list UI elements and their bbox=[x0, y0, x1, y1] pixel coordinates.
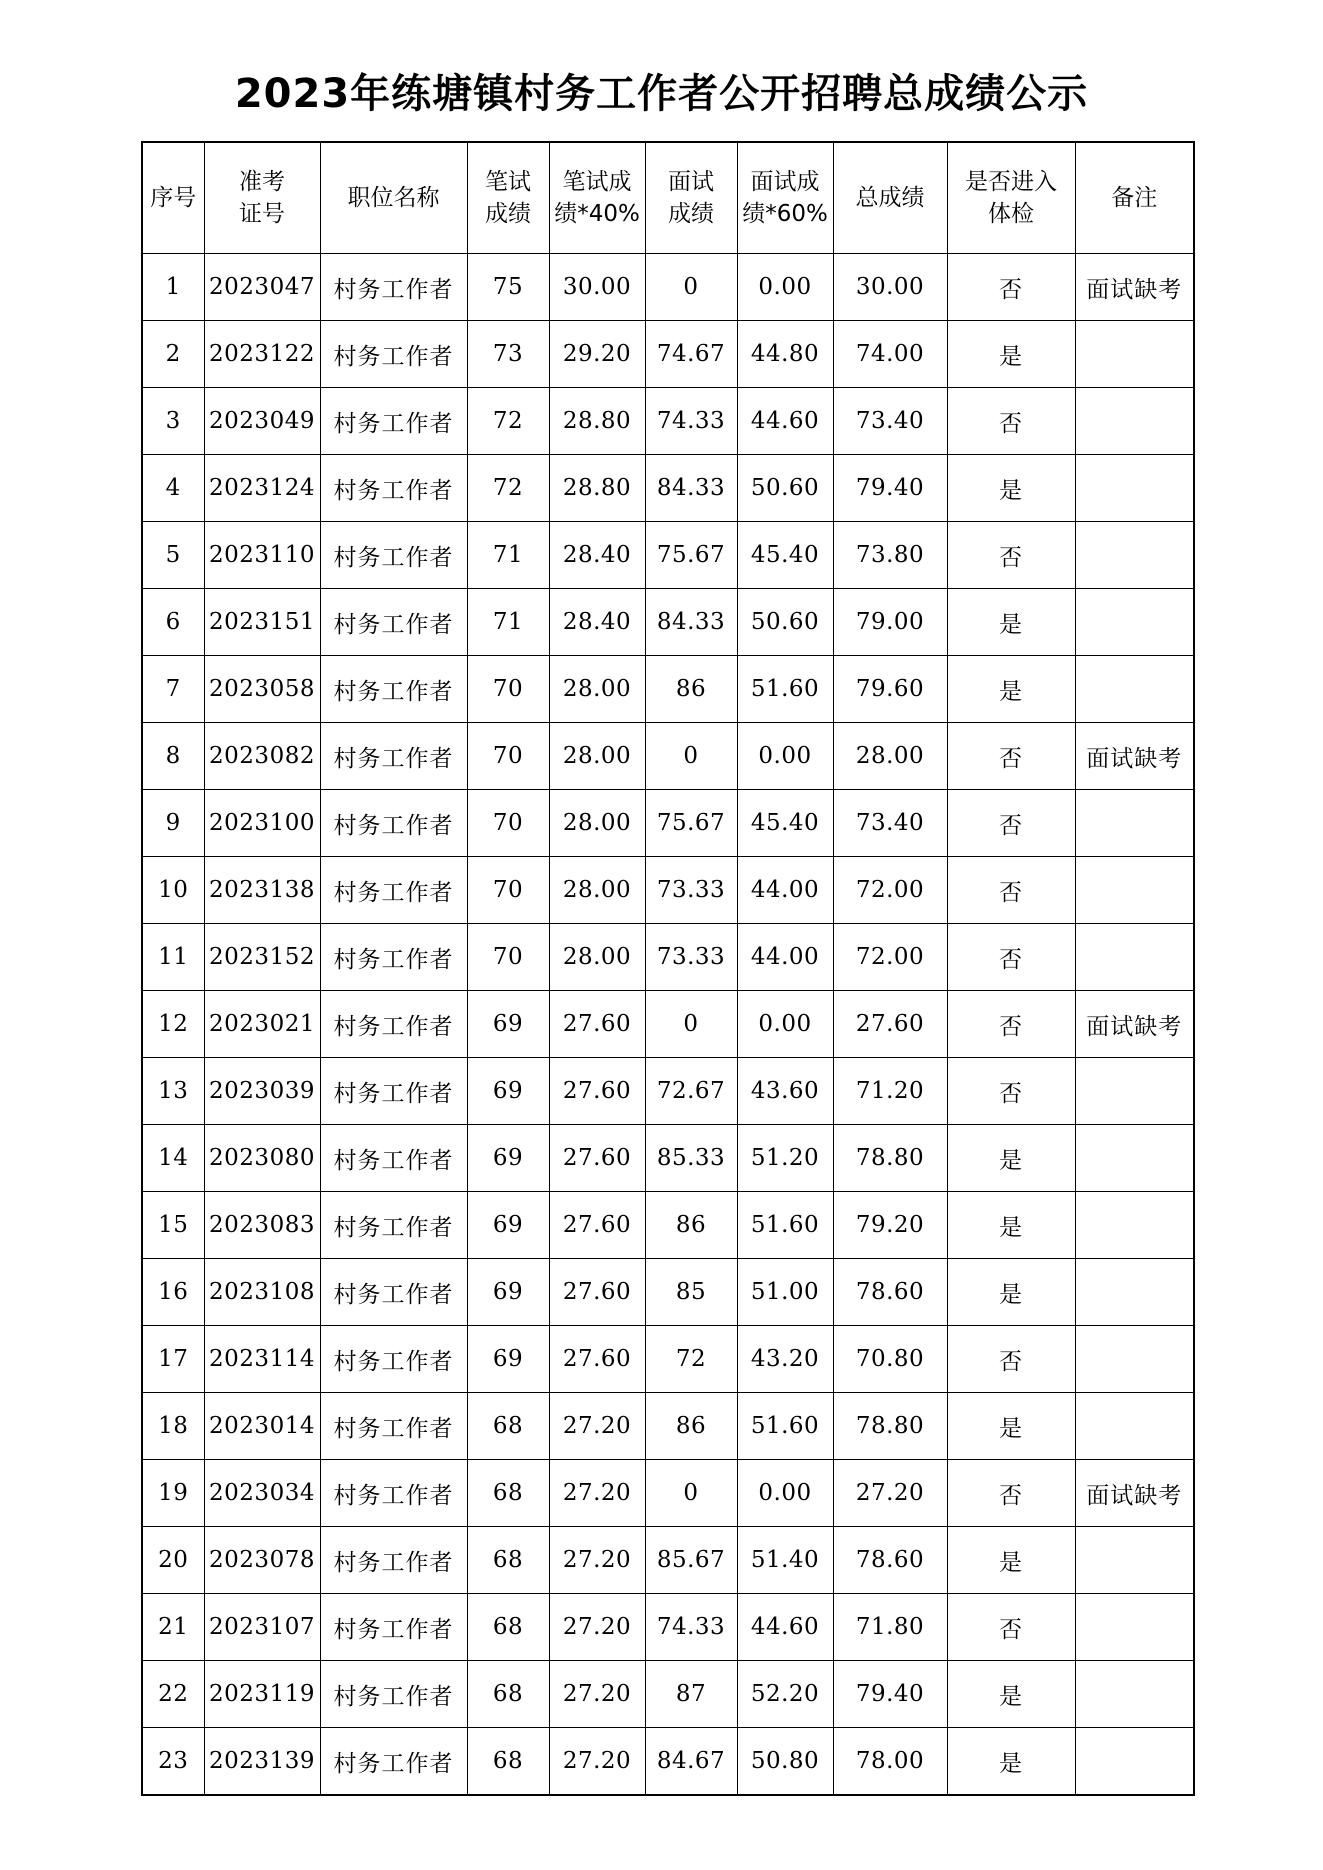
remark-cell bbox=[1075, 1125, 1194, 1192]
physical-cell: 否 bbox=[947, 723, 1075, 790]
total-cell: 27.20 bbox=[833, 1460, 947, 1527]
total-cell: 79.40 bbox=[833, 1661, 947, 1728]
interview-60-cell: 44.60 bbox=[737, 1594, 833, 1661]
written-cell: 68 bbox=[467, 1661, 549, 1728]
interview-60-cell: 52.20 bbox=[737, 1661, 833, 1728]
written-cell: 70 bbox=[467, 723, 549, 790]
interview-cell: 87 bbox=[645, 1661, 737, 1728]
written-cell: 69 bbox=[467, 1192, 549, 1259]
physical-cell: 否 bbox=[947, 388, 1075, 455]
written-cell: 72 bbox=[467, 388, 549, 455]
interview-60-cell: 44.00 bbox=[737, 857, 833, 924]
table-row bbox=[142, 924, 1194, 991]
ticket-cell: 2023122 bbox=[204, 321, 320, 388]
remark-cell: 面试缺考 bbox=[1075, 991, 1194, 1058]
interview-cell: 75.67 bbox=[645, 790, 737, 857]
interview-60-cell: 51.60 bbox=[737, 1192, 833, 1259]
interview-60-cell: 50.80 bbox=[737, 1728, 833, 1796]
remark-cell bbox=[1075, 388, 1194, 455]
position-cell: 村务工作者 bbox=[320, 455, 467, 522]
remark-cell bbox=[1075, 1728, 1194, 1796]
header-col-position: 职位名称 bbox=[320, 142, 467, 254]
interview-60-cell: 44.00 bbox=[737, 924, 833, 991]
position-cell: 村务工作者 bbox=[320, 522, 467, 589]
seq-cell: 1 bbox=[142, 254, 204, 321]
seq-cell: 21 bbox=[142, 1594, 204, 1661]
seq-cell: 13 bbox=[142, 1058, 204, 1125]
remark-cell bbox=[1075, 1393, 1194, 1460]
seq-cell: 10 bbox=[142, 857, 204, 924]
remark-cell bbox=[1075, 790, 1194, 857]
written-40-cell: 27.60 bbox=[549, 1326, 645, 1393]
seq-cell: 9 bbox=[142, 790, 204, 857]
written-40-cell: 27.20 bbox=[549, 1527, 645, 1594]
position-cell: 村务工作者 bbox=[320, 1728, 467, 1796]
physical-cell: 是 bbox=[947, 656, 1075, 723]
ticket-cell: 2023107 bbox=[204, 1594, 320, 1661]
interview-cell: 0 bbox=[645, 991, 737, 1058]
interview-60-cell: 0.00 bbox=[737, 254, 833, 321]
position-cell: 村务工作者 bbox=[320, 1259, 467, 1326]
interview-60-cell: 43.20 bbox=[737, 1326, 833, 1393]
total-cell: 70.80 bbox=[833, 1326, 947, 1393]
seq-cell: 5 bbox=[142, 522, 204, 589]
physical-cell: 否 bbox=[947, 857, 1075, 924]
seq-cell: 3 bbox=[142, 388, 204, 455]
seq-cell: 4 bbox=[142, 455, 204, 522]
interview-cell: 84.33 bbox=[645, 455, 737, 522]
written-cell: 69 bbox=[467, 1259, 549, 1326]
total-cell: 78.60 bbox=[833, 1259, 947, 1326]
position-cell: 村务工作者 bbox=[320, 1460, 467, 1527]
header-row bbox=[142, 142, 1194, 254]
header-col-seq: 序号 bbox=[142, 142, 204, 254]
physical-cell: 否 bbox=[947, 1460, 1075, 1527]
written-cell: 71 bbox=[467, 589, 549, 656]
remark-cell bbox=[1075, 321, 1194, 388]
physical-cell: 否 bbox=[947, 1326, 1075, 1393]
written-cell: 69 bbox=[467, 1058, 549, 1125]
ticket-cell: 2023138 bbox=[204, 857, 320, 924]
total-cell: 72.00 bbox=[833, 924, 947, 991]
interview-60-cell: 44.80 bbox=[737, 321, 833, 388]
position-cell: 村务工作者 bbox=[320, 723, 467, 790]
remark-cell bbox=[1075, 589, 1194, 656]
remark-cell bbox=[1075, 455, 1194, 522]
written-cell: 68 bbox=[467, 1594, 549, 1661]
written-40-cell: 27.60 bbox=[549, 1192, 645, 1259]
table-row bbox=[142, 1125, 1194, 1192]
ticket-cell: 2023034 bbox=[204, 1460, 320, 1527]
written-40-cell: 27.20 bbox=[549, 1661, 645, 1728]
total-cell: 71.80 bbox=[833, 1594, 947, 1661]
table-row bbox=[142, 321, 1194, 388]
physical-cell: 否 bbox=[947, 991, 1075, 1058]
position-cell: 村务工作者 bbox=[320, 1125, 467, 1192]
written-40-cell: 27.60 bbox=[549, 1125, 645, 1192]
header-col-total: 总成绩 bbox=[833, 142, 947, 254]
written-cell: 70 bbox=[467, 924, 549, 991]
ticket-cell: 2023124 bbox=[204, 455, 320, 522]
interview-cell: 73.33 bbox=[645, 857, 737, 924]
physical-cell: 否 bbox=[947, 1594, 1075, 1661]
table-row bbox=[142, 1728, 1194, 1796]
position-cell: 村务工作者 bbox=[320, 1326, 467, 1393]
physical-cell: 是 bbox=[947, 1125, 1075, 1192]
table-row bbox=[142, 254, 1194, 321]
position-cell: 村务工作者 bbox=[320, 1661, 467, 1728]
interview-cell: 0 bbox=[645, 723, 737, 790]
total-cell: 73.40 bbox=[833, 388, 947, 455]
physical-cell: 否 bbox=[947, 1058, 1075, 1125]
written-40-cell: 28.00 bbox=[549, 790, 645, 857]
total-cell: 79.40 bbox=[833, 455, 947, 522]
total-cell: 72.00 bbox=[833, 857, 947, 924]
position-cell: 村务工作者 bbox=[320, 857, 467, 924]
written-cell: 75 bbox=[467, 254, 549, 321]
written-40-cell: 28.00 bbox=[549, 924, 645, 991]
written-cell: 69 bbox=[467, 1125, 549, 1192]
position-cell: 村务工作者 bbox=[320, 1192, 467, 1259]
interview-cell: 85.33 bbox=[645, 1125, 737, 1192]
page-title: 2023年练塘镇村务工作者公开招聘总成绩公示 bbox=[234, 71, 1089, 117]
total-cell: 73.80 bbox=[833, 522, 947, 589]
table-row bbox=[142, 1326, 1194, 1393]
total-cell: 78.60 bbox=[833, 1527, 947, 1594]
written-40-cell: 27.60 bbox=[549, 991, 645, 1058]
score-table bbox=[141, 141, 1195, 1796]
interview-60-cell: 0.00 bbox=[737, 1460, 833, 1527]
header-col-physical: 是否进入 体检 bbox=[947, 142, 1075, 254]
position-cell: 村务工作者 bbox=[320, 1393, 467, 1460]
ticket-cell: 2023114 bbox=[204, 1326, 320, 1393]
written-cell: 68 bbox=[467, 1460, 549, 1527]
interview-cell: 86 bbox=[645, 656, 737, 723]
position-cell: 村务工作者 bbox=[320, 1058, 467, 1125]
written-cell: 70 bbox=[467, 857, 549, 924]
interview-cell: 73.33 bbox=[645, 924, 737, 991]
interview-60-cell: 45.40 bbox=[737, 522, 833, 589]
interview-cell: 72.67 bbox=[645, 1058, 737, 1125]
written-cell: 70 bbox=[467, 656, 549, 723]
interview-cell: 74.33 bbox=[645, 1594, 737, 1661]
interview-60-cell: 0.00 bbox=[737, 723, 833, 790]
table-row bbox=[142, 1661, 1194, 1728]
interview-cell: 72 bbox=[645, 1326, 737, 1393]
ticket-cell: 2023110 bbox=[204, 522, 320, 589]
remark-cell bbox=[1075, 1259, 1194, 1326]
written-cell: 72 bbox=[467, 455, 549, 522]
table-row bbox=[142, 455, 1194, 522]
header-col-interview-60: 面试成 绩*60% bbox=[737, 142, 833, 254]
interview-60-cell: 50.60 bbox=[737, 589, 833, 656]
remark-cell bbox=[1075, 656, 1194, 723]
seq-cell: 17 bbox=[142, 1326, 204, 1393]
total-cell: 79.00 bbox=[833, 589, 947, 656]
written-40-cell: 28.00 bbox=[549, 857, 645, 924]
written-40-cell: 27.60 bbox=[549, 1259, 645, 1326]
ticket-cell: 2023080 bbox=[204, 1125, 320, 1192]
total-cell: 73.40 bbox=[833, 790, 947, 857]
total-cell: 71.20 bbox=[833, 1058, 947, 1125]
table-row bbox=[142, 656, 1194, 723]
table-row bbox=[142, 1460, 1194, 1527]
written-cell: 69 bbox=[467, 991, 549, 1058]
interview-cell: 85 bbox=[645, 1259, 737, 1326]
physical-cell: 否 bbox=[947, 924, 1075, 991]
position-cell: 村务工作者 bbox=[320, 388, 467, 455]
position-cell: 村务工作者 bbox=[320, 656, 467, 723]
remark-cell bbox=[1075, 1192, 1194, 1259]
interview-60-cell: 51.60 bbox=[737, 1393, 833, 1460]
table-row bbox=[142, 1259, 1194, 1326]
total-cell: 79.60 bbox=[833, 656, 947, 723]
physical-cell: 是 bbox=[947, 1259, 1075, 1326]
seq-cell: 15 bbox=[142, 1192, 204, 1259]
table-row bbox=[142, 1192, 1194, 1259]
written-40-cell: 28.00 bbox=[549, 723, 645, 790]
table-body bbox=[142, 254, 1194, 1796]
total-cell: 78.00 bbox=[833, 1728, 947, 1796]
interview-cell: 84.33 bbox=[645, 589, 737, 656]
written-cell: 69 bbox=[467, 1326, 549, 1393]
table-row bbox=[142, 1058, 1194, 1125]
table-row bbox=[142, 991, 1194, 1058]
interview-60-cell: 0.00 bbox=[737, 991, 833, 1058]
physical-cell: 否 bbox=[947, 254, 1075, 321]
physical-cell: 是 bbox=[947, 1527, 1075, 1594]
header-col-written-40: 笔试成 绩*40% bbox=[549, 142, 645, 254]
physical-cell: 是 bbox=[947, 455, 1075, 522]
written-40-cell: 28.40 bbox=[549, 522, 645, 589]
table-header bbox=[142, 142, 1194, 254]
table-row bbox=[142, 857, 1194, 924]
position-cell: 村务工作者 bbox=[320, 321, 467, 388]
physical-cell: 是 bbox=[947, 589, 1075, 656]
written-cell: 68 bbox=[467, 1527, 549, 1594]
written-cell: 70 bbox=[467, 790, 549, 857]
seq-cell: 14 bbox=[142, 1125, 204, 1192]
total-cell: 78.80 bbox=[833, 1393, 947, 1460]
interview-cell: 75.67 bbox=[645, 522, 737, 589]
table-row bbox=[142, 790, 1194, 857]
written-40-cell: 28.40 bbox=[549, 589, 645, 656]
remark-cell bbox=[1075, 522, 1194, 589]
interview-cell: 74.33 bbox=[645, 388, 737, 455]
interview-cell: 86 bbox=[645, 1393, 737, 1460]
remark-cell: 面试缺考 bbox=[1075, 723, 1194, 790]
table-row bbox=[142, 522, 1194, 589]
total-cell: 27.60 bbox=[833, 991, 947, 1058]
written-40-cell: 27.20 bbox=[549, 1728, 645, 1796]
written-40-cell: 29.20 bbox=[549, 321, 645, 388]
ticket-cell: 2023039 bbox=[204, 1058, 320, 1125]
remark-cell bbox=[1075, 1326, 1194, 1393]
remark-cell: 面试缺考 bbox=[1075, 1460, 1194, 1527]
written-cell: 73 bbox=[467, 321, 549, 388]
remark-cell bbox=[1075, 1661, 1194, 1728]
physical-cell: 是 bbox=[947, 1728, 1075, 1796]
header-col-remark: 备注 bbox=[1075, 142, 1194, 254]
ticket-cell: 2023021 bbox=[204, 991, 320, 1058]
ticket-cell: 2023082 bbox=[204, 723, 320, 790]
written-cell: 68 bbox=[467, 1728, 549, 1796]
position-cell: 村务工作者 bbox=[320, 254, 467, 321]
seq-cell: 23 bbox=[142, 1728, 204, 1796]
seq-cell: 16 bbox=[142, 1259, 204, 1326]
ticket-cell: 2023049 bbox=[204, 388, 320, 455]
interview-cell: 84.67 bbox=[645, 1728, 737, 1796]
interview-60-cell: 51.40 bbox=[737, 1527, 833, 1594]
written-cell: 71 bbox=[467, 522, 549, 589]
total-cell: 74.00 bbox=[833, 321, 947, 388]
position-cell: 村务工作者 bbox=[320, 790, 467, 857]
ticket-cell: 2023078 bbox=[204, 1527, 320, 1594]
seq-cell: 18 bbox=[142, 1393, 204, 1460]
interview-60-cell: 50.60 bbox=[737, 455, 833, 522]
header-col-written: 笔试 成绩 bbox=[467, 142, 549, 254]
position-cell: 村务工作者 bbox=[320, 924, 467, 991]
written-40-cell: 27.60 bbox=[549, 1058, 645, 1125]
interview-60-cell: 43.60 bbox=[737, 1058, 833, 1125]
interview-60-cell: 44.60 bbox=[737, 388, 833, 455]
header-col-interview: 面试 成绩 bbox=[645, 142, 737, 254]
interview-60-cell: 51.00 bbox=[737, 1259, 833, 1326]
written-40-cell: 28.00 bbox=[549, 656, 645, 723]
physical-cell: 否 bbox=[947, 790, 1075, 857]
position-cell: 村务工作者 bbox=[320, 991, 467, 1058]
table-row bbox=[142, 589, 1194, 656]
position-cell: 村务工作者 bbox=[320, 1527, 467, 1594]
interview-cell: 85.67 bbox=[645, 1527, 737, 1594]
ticket-cell: 2023152 bbox=[204, 924, 320, 991]
ticket-cell: 2023139 bbox=[204, 1728, 320, 1796]
remark-cell bbox=[1075, 1527, 1194, 1594]
table-row bbox=[142, 723, 1194, 790]
remark-cell bbox=[1075, 1594, 1194, 1661]
table-row bbox=[142, 388, 1194, 455]
interview-cell: 74.67 bbox=[645, 321, 737, 388]
interview-cell: 0 bbox=[645, 1460, 737, 1527]
physical-cell: 是 bbox=[947, 321, 1075, 388]
position-cell: 村务工作者 bbox=[320, 589, 467, 656]
physical-cell: 否 bbox=[947, 522, 1075, 589]
total-cell: 28.00 bbox=[833, 723, 947, 790]
written-cell: 68 bbox=[467, 1393, 549, 1460]
ticket-cell: 2023014 bbox=[204, 1393, 320, 1460]
remark-cell: 面试缺考 bbox=[1075, 254, 1194, 321]
ticket-cell: 2023047 bbox=[204, 254, 320, 321]
seq-cell: 6 bbox=[142, 589, 204, 656]
ticket-cell: 2023151 bbox=[204, 589, 320, 656]
seq-cell: 7 bbox=[142, 656, 204, 723]
interview-60-cell: 51.20 bbox=[737, 1125, 833, 1192]
table-row bbox=[142, 1527, 1194, 1594]
written-40-cell: 30.00 bbox=[549, 254, 645, 321]
ticket-cell: 2023100 bbox=[204, 790, 320, 857]
total-cell: 30.00 bbox=[833, 254, 947, 321]
physical-cell: 是 bbox=[947, 1661, 1075, 1728]
position-cell: 村务工作者 bbox=[320, 1594, 467, 1661]
seq-cell: 2 bbox=[142, 321, 204, 388]
seq-cell: 22 bbox=[142, 1661, 204, 1728]
written-40-cell: 28.80 bbox=[549, 388, 645, 455]
written-40-cell: 27.20 bbox=[549, 1393, 645, 1460]
remark-cell bbox=[1075, 924, 1194, 991]
physical-cell: 是 bbox=[947, 1393, 1075, 1460]
ticket-cell: 2023058 bbox=[204, 656, 320, 723]
ticket-cell: 2023108 bbox=[204, 1259, 320, 1326]
total-cell: 78.80 bbox=[833, 1125, 947, 1192]
physical-cell: 是 bbox=[947, 1192, 1075, 1259]
total-cell: 79.20 bbox=[833, 1192, 947, 1259]
seq-cell: 12 bbox=[142, 991, 204, 1058]
table-row bbox=[142, 1594, 1194, 1661]
seq-cell: 20 bbox=[142, 1527, 204, 1594]
seq-cell: 19 bbox=[142, 1460, 204, 1527]
seq-cell: 11 bbox=[142, 924, 204, 991]
ticket-cell: 2023119 bbox=[204, 1661, 320, 1728]
remark-cell bbox=[1075, 1058, 1194, 1125]
interview-cell: 86 bbox=[645, 1192, 737, 1259]
interview-cell: 0 bbox=[645, 254, 737, 321]
seq-cell: 8 bbox=[142, 723, 204, 790]
ticket-cell: 2023083 bbox=[204, 1192, 320, 1259]
interview-60-cell: 45.40 bbox=[737, 790, 833, 857]
remark-cell bbox=[1075, 857, 1194, 924]
written-40-cell: 28.80 bbox=[549, 455, 645, 522]
header-col-ticket: 准考 证号 bbox=[204, 142, 320, 254]
written-40-cell: 27.20 bbox=[549, 1460, 645, 1527]
interview-60-cell: 51.60 bbox=[737, 656, 833, 723]
table-row bbox=[142, 1393, 1194, 1460]
written-40-cell: 27.20 bbox=[549, 1594, 645, 1661]
